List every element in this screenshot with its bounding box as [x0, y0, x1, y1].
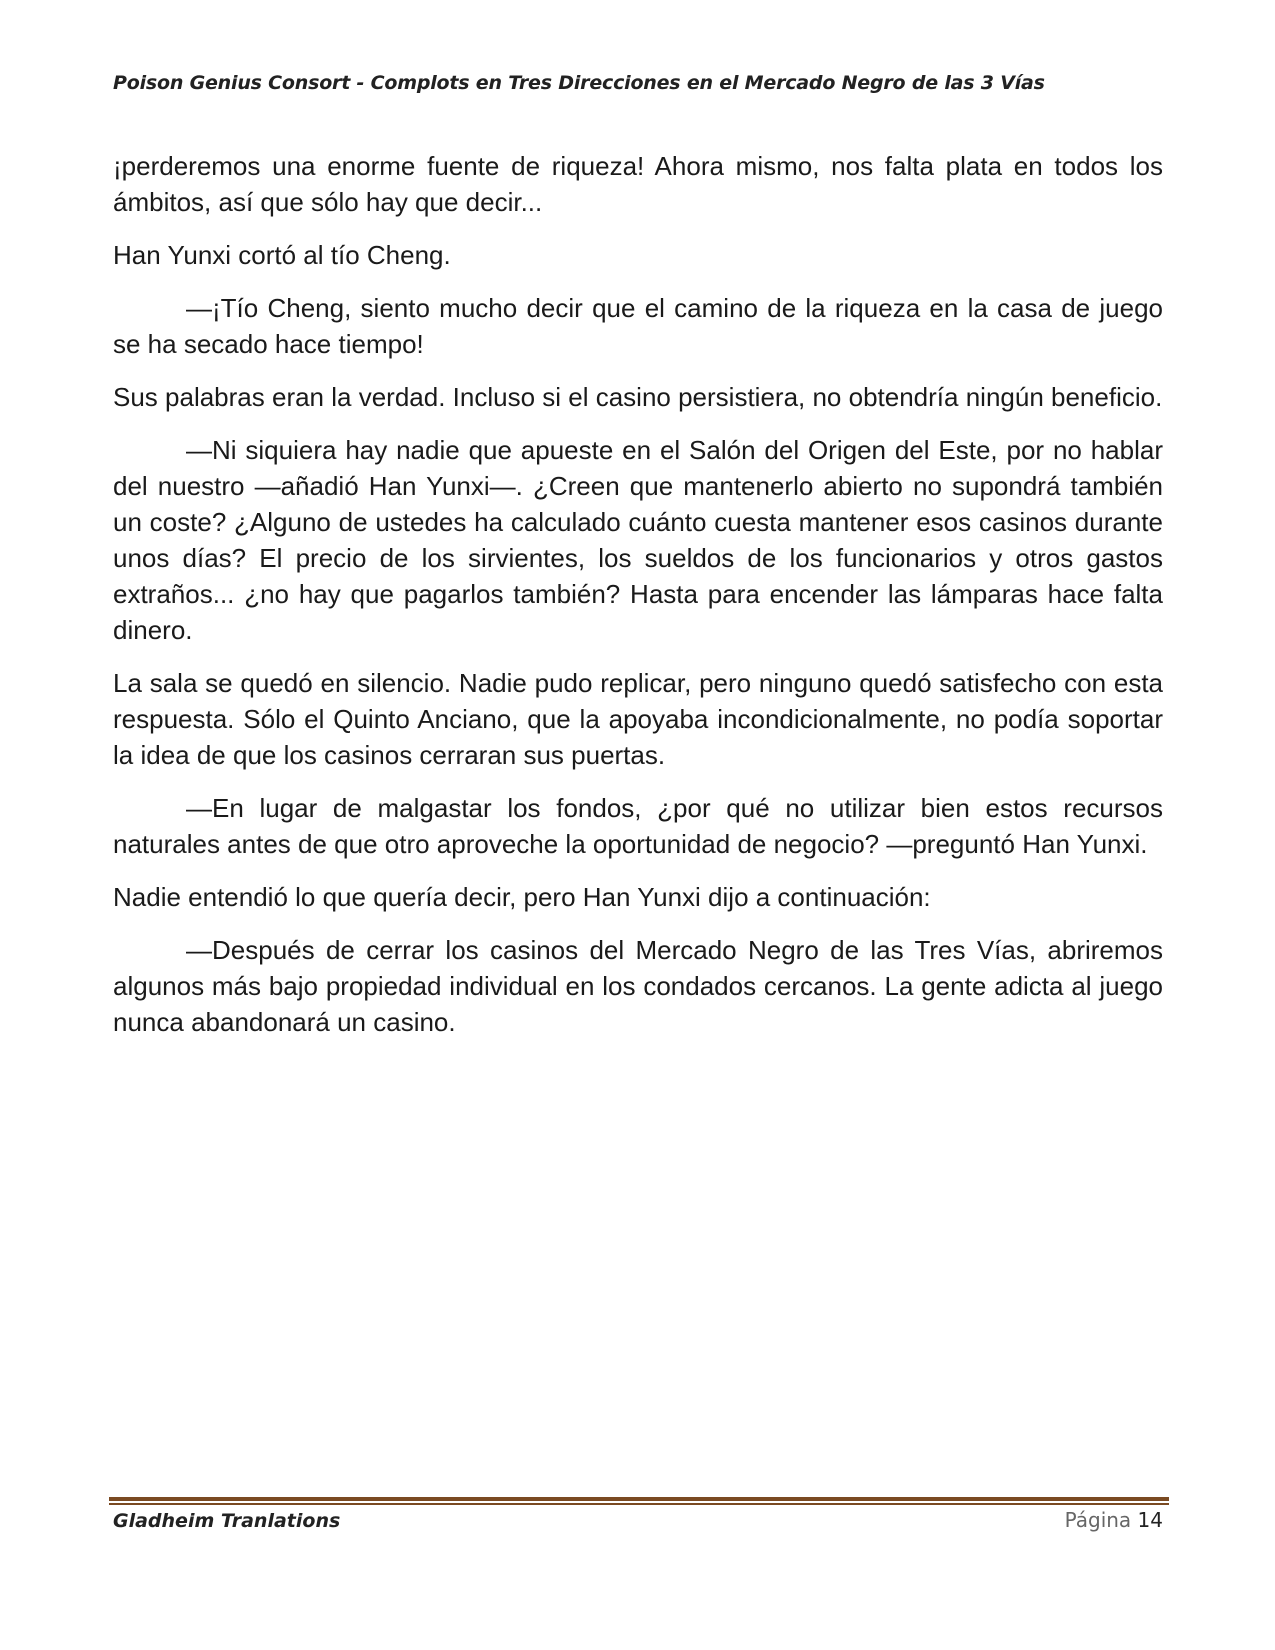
footer-divider: [109, 1497, 1169, 1501]
page-number-value: 14: [1137, 1508, 1163, 1532]
paragraph: Nadie entendió lo que quería decir, pero Han Yunxi dijo a continuación:: [113, 882, 931, 912]
paragraph: —Después de cerrar los casinos del Mercado Negro de las Tres Vías, abriremos algunos más bajo propiedad individual en los condados cercanos. La gente adicta al juego nunca abandonará un casino.: [113, 935, 1163, 1037]
paragraph: Sus palabras eran la verdad. Incluso si el casino persistiera, no obtendría ningún beneficio.: [113, 382, 1163, 412]
footer-divider-thin: [109, 1503, 1169, 1505]
document-body: [113, 148, 1163, 1057]
paragraph: Han Yunxi cortó al tío Cheng.: [113, 240, 451, 270]
paragraph: La sala se quedó en silencio. Nadie pudo replicar, pero ninguno quedó satisfecho con esta respuesta. Sólo el Quinto Anciano, que la apoyaba incondicionalmente, no podía soportar la idea de que los casinos cerraran sus puertas.: [113, 668, 1163, 770]
paragraph: —¡Tío Cheng, siento mucho decir que el camino de la riqueza en la casa de juego se ha secado hace tiempo!: [113, 293, 1163, 359]
paragraph: —Ni siquiera hay nadie que apueste en el Salón del Origen del Este, por no hablar del nuestro —añadió Han Yunxi—. ¿Creen que mantenerlo abierto no supondrá también un coste? ¿Alguno de ustedes ha calculado cuánto cuesta mantener esos casinos durante unos días? El precio de los sirvientes, los sueldos de los funcionarios y otros gastos extraños... ¿no hay que pagarlos también? Hasta para encender las lámparas hace falta dinero.: [113, 435, 1163, 645]
footer-publisher: Gladheim Tranlations: [113, 1510, 341, 1532]
page-label: Página: [1064, 1508, 1132, 1532]
page-header-title: Poison Genius Consort - Complots en Tres Direcciones en el Mercado Negro de las 3 Vías: [113, 72, 1045, 94]
paragraph: ¡perderemos una enorme fuente de riqueza! Ahora mismo, nos falta plata en todos los ámbitos, así que sólo hay que decir...: [113, 151, 1163, 217]
paragraph: —En lugar de malgastar los fondos, ¿por qué no utilizar bien estos recursos naturales antes de que otro aproveche la oportunidad de negocio? —preguntó Han Yunxi.: [113, 793, 1163, 859]
page-number: [1065, 1508, 1163, 1532]
